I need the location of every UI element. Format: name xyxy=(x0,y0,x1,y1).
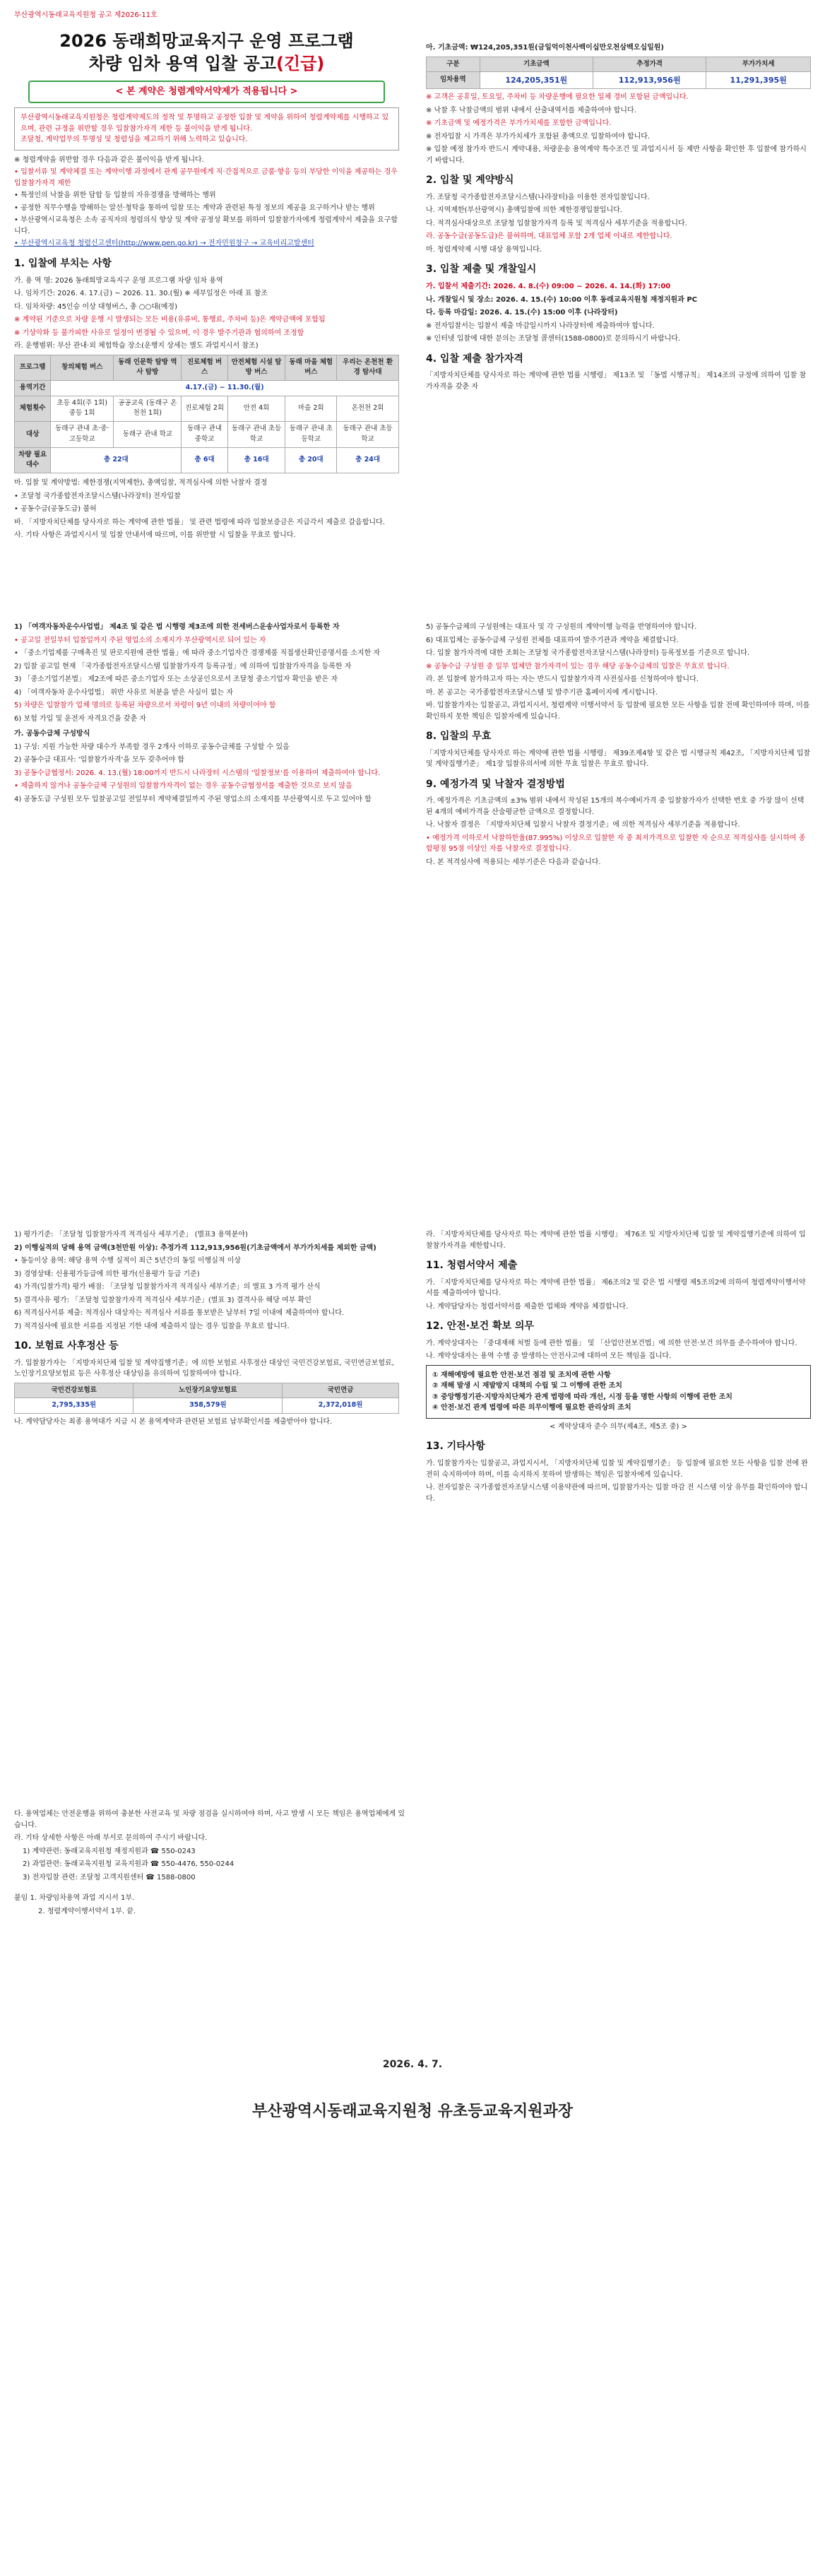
intro-text-1: 부산광역시동래교육지원청은 청렴계약제도의 정착 및 투명하고 공정한 입찰 및 계약을 위하여 청렴계약제를 시행하고 있으며, 관련 규정을 위반할 경우 입찰참가자격 제한 등 불이익을 받게 됩니다. xyxy=(20,114,389,133)
table-cell: 358,579원 xyxy=(133,1398,283,1414)
bullet-item: • 특정인의 낙찰을 위한 담합 등 입찰의 자유경쟁을 방해하는 행위 xyxy=(14,191,216,200)
evaluation-item: 4) 가격(입찰가격) 평가 배점: 「조달청 입찰참가자격 적격심사 세부기준」의 별표 3 가격 평가 산식 xyxy=(14,1283,321,1291)
bullet-link[interactable]: • 부산광역시교육청 청렴신고센터(http://www.pen.go.kr) → 전자민원창구 → 교육비리고발센터 xyxy=(14,240,314,248)
table-cell: 2,795,335원 xyxy=(15,1398,133,1414)
table-cell: 동래구 관내 초·중·고등학교 xyxy=(51,422,114,447)
price-note: ※ 기초금액 및 예정가격은 부가가치세를 포함한 금액입니다. xyxy=(426,119,612,128)
table-cell: 안전 4회 xyxy=(227,396,285,421)
table-header: 동래 마을 체험 버스 xyxy=(285,355,337,380)
table-cell: 총 16대 xyxy=(227,447,285,473)
price-note: ※ 전자입찰 시 가격은 부가가치세가 포함된 총액으로 입찰하여야 합니다. xyxy=(426,132,651,141)
sec1-method-item: 바. 「지방자치단체를 당사자로 하는 계약에 관한 법률」 및 관련 법령에 따라 입찰보증금은 지급각서 제출로 갈음합니다. xyxy=(14,518,385,526)
sec2-item: 다. 적격심사대상으로 조달청 입찰참가자격 등록 및 적격심사 세부기준을 적용합니다. xyxy=(426,219,687,228)
attachment-2: 2. 청렴계약이행서약서 1부. 끝. xyxy=(38,1907,136,1915)
lower-right-column xyxy=(426,1229,811,1506)
sec1-item: 나. 임차기간: 2026. 4. 17.(금) ~ 2026. 11. 30.(월) ※ 세부일정은 아래 표 참조 xyxy=(14,290,268,298)
middle-left-column xyxy=(14,622,399,807)
qualification-item: • 「중소기업제품 구매촉진 및 판로지원에 관한 법률」에 따라 중소기업자간 경쟁제품 직접생산확인증명서를 소지한 자 xyxy=(14,649,381,657)
sec3-item: 나. 개찰일시 및 장소: 2026. 4. 15.(수) 10:00 이후 동래교육지원청 재정지원과 PC xyxy=(426,295,698,304)
table-cell: 동래구 관내 초등학교 xyxy=(337,422,399,447)
sec2-item: 라. 공동수급(공동도급)은 불허하며, 대표업체 포함 2개 업체 이내로 제한합니다. xyxy=(426,232,672,241)
sec12-item: 가. 계약상대자는 「중대재해 처벌 등에 관한 법률」 및 「산업안전보건법」에 의한 안전·보건 의무를 준수하여야 합니다. xyxy=(426,1339,797,1347)
sec1-note: ※ 계약된 기준으로 차량 운행 시 발생되는 모든 비용(유류비, 통행료, 주차비 등)은 계약금액에 포함됨 xyxy=(14,316,326,324)
title-main: 차량 임차 용역 입찰 공고 xyxy=(88,53,276,73)
table-row xyxy=(15,1383,399,1398)
section-3-title: 3. 입찰 제출 및 개찰일시 xyxy=(426,264,537,276)
sec9-item: 나. 낙찰자 결정은 「지방자치단체 입찰시 낙찰자 결정기준」에 의한 적격심사 세부기준을 적용합니다. xyxy=(426,821,740,829)
joint-item: 4) 공동도급 구성원 모두 입찰공고일 전일부터 계약체결일까지 주된 영업소의 소재지를 부산광역시로 두고 있어야 함 xyxy=(14,795,372,803)
table-header: 추정가격 xyxy=(593,57,706,72)
table-cell: 초등 4회(주 1회) 중등 1회 xyxy=(51,396,114,421)
safety-caption: < 계약상대자 준수 의무(제4조, 제5조 중) > xyxy=(550,1422,687,1431)
table-cell: 동래구 관내 초등학교 xyxy=(285,422,337,447)
title-urgent: (긴급) xyxy=(275,53,325,73)
table-cell: 동래구 관내 중학교 xyxy=(182,422,227,447)
restriction-text: 라. 「지방자치단체를 당사자로 하는 계약에 관한 법률 시행령」 제76조 및 지방자치단체 입찰 및 계약집행기준에 의하여 입찰참가자격을 제한합니다. xyxy=(426,1231,806,1250)
sec2-item: 나. 지역제한(부산광역시) 총액입찰에 의한 제한경쟁입찰입니다. xyxy=(426,206,623,215)
bullet-item: • 공정한 직무수행을 방해하는 알선·청탁을 통하여 입찰 또는 계약과 관련된 특정 정보의 제공을 요구하거나 받는 행위 xyxy=(14,203,375,212)
table-row xyxy=(15,381,399,396)
qualification-item: 다. 입찰 참가자격에 대한 조회는 조달청 국가종합전자조달시스템(나라장터) 등록정보를 기준으로 합니다. xyxy=(426,649,750,657)
table-row xyxy=(15,1398,399,1414)
right-column-top xyxy=(426,42,811,394)
qualification-item: 6) 대표업체는 공동수급체 구성원 전체를 대표하여 발주기관과 계약을 체결합니다. xyxy=(426,636,679,644)
table-cell: 2,372,018원 xyxy=(283,1398,399,1414)
section-10-title: 10. 보험료 사후정산 등 xyxy=(14,1340,119,1352)
price-note: ※ 낙찰 후 낙찰금액의 범위 내에서 산출내역서를 제출하여야 합니다. xyxy=(426,106,636,114)
safety-item: ① 재해예방에 필요한 안전·보건 점검 및 조치에 관한 사항 xyxy=(432,1371,611,1379)
evaluation-item: 6) 적격심사서류 제출: 적격심사 대상자는 적격심사 서류를 통보받은 날부터 7일 이내에 제출하여야 합니다. xyxy=(14,1309,345,1317)
lower-left-column xyxy=(14,1229,399,1430)
sec1-method-item: 마. 입찰 및 계약방법: 제한경쟁(지역제한), 총액입찰, 적격심사에 의한 낙찰자 결정 xyxy=(14,479,268,488)
sec1-method-item: • 공동수급(공동도급) 불허 xyxy=(14,505,97,514)
sec9-item: 가. 예정가격은 기초금액의 ±3% 범위 내에서 작성된 15개의 복수예비가격 중 입찰참가자가 선택한 번호 중 가장 많이 선택된 4개의 예비가격을 산술평균한 금액으로 결정합니다. xyxy=(426,797,805,816)
table-row xyxy=(15,396,399,421)
announcement-number: 부산광역시동래교육지원청 공고 제2026-11호 xyxy=(14,11,158,19)
joint-item: 3) 공동수급협정서: 2026. 4. 13.(월) 18:00까지 반드시 나라장터 시스템의 '입찰정보'를 이용하여 제출하여야 합니다. xyxy=(14,769,381,777)
bullet-item: • 입찰서류 및 계약체결 또는 계약이행 과정에서 관계 공무원에게 직·간접적으로 금품·향응 등의 부당한 이익을 제공하는 경우 입찰참가자격 제한 xyxy=(14,168,398,187)
joint-item: 1) 구성: 지원 가능한 차량 대수가 부족할 경우 2개사 이하로 공동수급체를 구성할 수 있음 xyxy=(14,743,290,751)
table-cell: 동래구 관내 초등학교 xyxy=(227,422,285,447)
sec12-item: 나. 계약상대자는 용역 수행 중 발생하는 안전사고에 대하여 모든 책임을 집니다. xyxy=(426,1352,672,1361)
table-cell: 총 22대 xyxy=(51,447,182,473)
evaluation-item: 7) 적격심사에 필요한 서류를 지정된 기한 내에 제출하지 않는 경우 입찰을 무효로 합니다. xyxy=(14,1322,290,1330)
section-13-title: 13. 기타사항 xyxy=(426,1441,485,1453)
price-table xyxy=(426,57,811,90)
qualification-item: 바. 입찰참가자는 입찰공고, 과업지시서, 청렴계약 이행서약서 등 입찰에 필요한 모든 사항을 입찰 전에 확인하여야 하며, 이를 확인하지 못한 책임은 입찰자에게 있습니다. xyxy=(426,702,810,721)
safety-obligations-box xyxy=(426,1365,811,1419)
bullet-item: • 부산광역시교육청은 소속 공직자의 청렴의식 향상 및 계약 공정성 확보를 위하여 입찰참가자에게 청렴계약서 제출을 요구합니다. xyxy=(14,216,398,235)
integrity-bullets xyxy=(14,155,399,249)
row-label: 임차용역 xyxy=(427,72,480,89)
sec11-item: 나. 계약담당자는 청렴서약서를 제출한 업체와 계약을 체결합니다. xyxy=(426,1302,629,1311)
row-label: 용역기간 xyxy=(15,381,51,396)
table-header: 안전체험 시설 탐방 버스 xyxy=(227,355,285,380)
table-row xyxy=(15,422,399,447)
qualification-item: • 공고일 전일부터 입찰일까지 주된 영업소의 소재지가 부산광역시로 되어 있는 자 xyxy=(14,636,266,644)
price-cell: 11,291,395원 xyxy=(706,72,811,89)
joint-subsection-title: 가. 공동수급체 구성방식 xyxy=(14,730,90,738)
row-label: 차량 필요대수 xyxy=(15,447,51,473)
qualification-item: 5) 공동수급체의 구성원에는 대표사 및 각 구성원의 계약이행 능력을 반영하여야 합니다. xyxy=(426,623,697,631)
sec2-item: 가. 조달청 국가종합전자조달시스템(나라장터)을 이용한 전자입찰입니다. xyxy=(426,193,650,201)
evaluation-item: 5) 결격사유 평가: 「조달청 입찰참가자격 적격심사 세부기준」(별표 3) 결격사유 해당 여부 확인 xyxy=(14,1296,311,1304)
table-cell: 총 24대 xyxy=(337,447,399,473)
table-row xyxy=(427,72,811,89)
qualification-item: ※ 공동수급 구성원 중 일부 업체만 참가자격이 있는 경우 해당 공동수급체의 입찰은 무효로 합니다. xyxy=(426,662,730,670)
base-price-label: 아. 기초금액: ₩124,205,351원(금일억이천사백이십만오천삼백오십일원) xyxy=(426,44,664,52)
intro-text-2: 조달청, 계약업무의 투명성 및 청렴성을 제고하기 위해 노력하고 있습니다. xyxy=(20,136,248,144)
issue-date: 2026. 4. 7. xyxy=(382,2059,443,2070)
table-cell: 마을 2회 xyxy=(285,396,337,421)
table-row xyxy=(15,355,399,380)
contact-item: 라. 기타 상세한 사항은 아래 부서로 문의하여 주시기 바랍니다. xyxy=(14,1834,208,1842)
table-header: 노인장기요양보험료 xyxy=(133,1383,283,1398)
sec13-item: 가. 입찰참가자는 입찰공고, 과업지시서, 「지방자치단체 입찰 및 계약집행기준」 등 입찰에 필요한 모든 사항을 입찰 전에 완전히 숙지하여야 하며, 이를 숙지하지 못하여 발생하는 책임은 입찰자에게 있습니다. xyxy=(426,1460,808,1479)
section-11-title: 11. 청렴서약서 제출 xyxy=(426,1260,518,1271)
section-4-title: 4. 입찰 제출 참가자격 xyxy=(426,353,523,365)
table-cell: 동래구 관내 학교 xyxy=(114,422,182,447)
safety-item: ③ 중앙행정기관·지방자치단체가 관계 법령에 따라 개선, 시정 등을 명한 사항의 이행에 관한 조치 xyxy=(432,1393,732,1401)
safety-item: ④ 안전·보건 관계 법령에 따른 의무이행에 필요한 관리상의 조치 xyxy=(432,1404,631,1412)
sec1-item: 가. 용 역 명: 2026 동래희망교육지구 운영 프로그램 차량 임차 용역 xyxy=(14,276,223,285)
table-cell: 온천천 2회 xyxy=(337,396,399,421)
qualification-item: 5) 차량은 입찰참가 업체 명의로 등록된 차량으로서 차령이 9년 이내의 차량이어야 함 xyxy=(14,702,276,709)
table-cell: 총 20대 xyxy=(285,447,337,473)
left-column-top xyxy=(14,10,399,543)
section-12-title: 12. 안전·보건 확보 의무 xyxy=(426,1321,534,1333)
attachment-1: 붙임 1. 차량임차용역 과업 지시서 1부. xyxy=(14,1894,135,1902)
table-row xyxy=(15,447,399,473)
qualification-item: 6) 보험 가입 및 운전자 자격요건을 갖춘 자 xyxy=(14,714,147,723)
middle-right-column xyxy=(426,622,811,870)
section-9-title: 9. 예정가격 및 낙찰자 결정방법 xyxy=(426,778,565,790)
sec3-note: ※ 인터넷 입찰에 대한 문의는 조달청 콜센터(1588-0800)로 문의하시기 바랍니다. xyxy=(426,335,681,343)
table-cell: 공공교육 (동래구 온천천 1회) xyxy=(114,396,182,421)
table-header: 국민건강보험료 xyxy=(15,1383,133,1398)
row-label: 체험횟수 xyxy=(15,396,51,421)
bottom-section xyxy=(14,1809,410,1919)
evaluation-item: 1) 평가기준: 「조달청 입찰참가자격 적격심사 세부기준」 (별표3 용역분야) xyxy=(14,1231,248,1239)
qualification-item: 라. 본 입찰에 참가하고자 하는 자는 반드시 입찰참가자격 사전심사를 신청하여야 합니다. xyxy=(426,675,699,683)
section-2-title: 2. 입찰 및 계약방식 xyxy=(426,175,514,187)
bullet-item: ※ 청렴계약을 위반할 경우 다음과 같은 불이익을 받게 됩니다. xyxy=(14,155,204,164)
price-cell: 124,205,351원 xyxy=(480,72,593,89)
title-line-2 xyxy=(14,52,399,75)
contact-item: 다. 용역업체는 안전운행을 위하여 충분한 사전교육 및 차량 점검을 실시하여야 하며, 사고 발생 시 모든 책임은 용역업체에게 있습니다. xyxy=(14,1810,405,1829)
price-note: ※ 고객은 공휴일, 토요일, 주차비 등 차량운행에 필요한 일체 경비 포함된 금액입니다. xyxy=(426,93,689,102)
table-header: 우리는 온천천 환경 탐사대 xyxy=(337,355,399,380)
evaluation-item: • 동등이상 용역: 해당 용역 수행 실적이 최근 5년간의 동일 이행실적 이상 xyxy=(14,1257,242,1265)
sec9-item: • 예정가격 이하로서 낙찰하한율(87.995%) 이상으로 입찰한 자 중 최저가격으로 입찰한 자 순으로 적격심사를 실시하여 종합평점 95점 이상인 자를 낙찰자로 결정합니다. xyxy=(426,834,806,853)
issuing-organization: 부산광역시동래교육지원청 유초등교육지원과장 xyxy=(252,2103,573,2120)
price-cell: 112,913,956원 xyxy=(593,72,706,89)
table-cell: 진로체험 2회 xyxy=(182,396,227,421)
joint-item: 2) 공동수급 대표사: '입찰참가자격'을 모두 갖추어야 함 xyxy=(14,756,185,764)
qualification-item: 2) 입찰 공고일 현재 「국가종합전자조달시스템 입찰참가자격 등록규정」에 의하여 입찰참가자격을 등록한 자 xyxy=(14,662,352,670)
table-header: 기초금액 xyxy=(480,57,593,72)
sec3-note: ※ 전자입찰서는 입찰서 제출 마감일시까지 나라장터에 제출하여야 합니다. xyxy=(426,321,655,330)
qualification-item: 1) 「여객자동차운수사업법」 제4조 및 같은 법 시행령 제3조에 의한 전세버스운송사업자로서 등록한 자 xyxy=(14,623,340,631)
sec1-note: ※ 기상악화 등 불가피한 사유로 일정이 변경될 수 있으며, 이 경우 발주기관과 협의하여 조정함 xyxy=(14,329,304,337)
integrity-notice: < 본 계약은 청렴계약서약제가 적용됩니다 > xyxy=(28,81,385,103)
evaluation-item: 3) 경영상태: 신용평가등급에 의한 평가(신용평가 등급 기준) xyxy=(14,1270,200,1278)
sec1-method-item: 사. 기타 사항은 과업지시서 및 입찰 안내서에 따르며, 이를 위반할 시 입찰을 무효로 합니다. xyxy=(14,531,296,540)
sec9-item: 다. 본 적격심사에 적용되는 세부기준은 다음과 같습니다. xyxy=(426,858,601,866)
document-title xyxy=(14,30,399,76)
table-header: 국민연금 xyxy=(283,1383,399,1398)
qualification-item: 3) 「중소기업기본법」 제2조에 따른 중소기업자 또는 소상공인으로서 조달청 중소기업자 확인을 받은 자 xyxy=(14,675,338,683)
contact-item: 3) 전자입찰 관련: 조달청 고객지원센터 ☎ 1588-0800 xyxy=(23,1873,196,1881)
safety-item: ② 재해 발생 시 재발방지 대책의 수립 및 그 이행에 관한 조치 xyxy=(432,1382,622,1390)
insurance-table xyxy=(14,1383,399,1414)
joint-item: • 제출하지 않거나 공동수급체 구성원의 입찰참가자격이 없는 경우 공동수급협정서를 제출한 것으로 보지 않음 xyxy=(14,782,352,790)
contact-item: 1) 계약관련: 동래교육지원청 재정지원과 ☎ 550-0243 xyxy=(23,1847,196,1855)
intro-box xyxy=(14,107,399,150)
sec1-item: 라. 운행범위: 부산 관내·외 체험학습 장소(운행지 상세는 별도 과업지시서 참조) xyxy=(14,342,259,350)
title-line-1: 2026 동래희망교육지구 운영 프로그램 xyxy=(59,30,354,51)
sec1-method-item: • 조달청 국가종합전자조달시스템(나라장터) 전자입찰 xyxy=(14,492,181,500)
schedule-table xyxy=(14,355,399,473)
section-1-title: 1. 입찰에 부치는 사항 xyxy=(14,257,112,269)
sec10-text: 가. 입찰참가자는 「지방자치단체 입찰 및 계약집행기준」에 의한 보험료 사후정산 대상인 국민건강보험료, 국민연금보험료, 노인장기요양보험료 등은 사후정산 대상임을 유의하여 입찰하여야 합니다. xyxy=(14,1359,394,1378)
table-row xyxy=(427,57,811,72)
table-header: 부가가치세 xyxy=(706,57,811,72)
section-8-title: 8. 입찰의 무효 xyxy=(426,731,492,742)
qualification-item: 4) 「여객자동차 운수사업법」 위반 사유로 처분을 받은 사실이 없는 자 xyxy=(14,688,234,697)
sec11-item: 가. 「지방자치단체를 당사자로 하는 계약에 관한 법률」 제6조의2 및 같은 법 시행령 제5조의2에 의하여 청렴계약이행서약서를 제출하여야 합니다. xyxy=(426,1278,806,1298)
sec3-item: 다. 등록 마감일: 2026. 4. 15.(수) 15:00 이후 (나라장터) xyxy=(426,309,618,317)
period-cell: 4.17.(금) ~ 11.30.(월) xyxy=(51,381,399,396)
contact-item: 2) 과업관련: 동래교육지원청 교육지원과 ☎ 550-4476, 550-0244 xyxy=(23,1860,235,1868)
evaluation-item: 2) 이행실적의 당해 용역 금액(3천만원 이상): 추정가격 112,913,956원(기초금액에서 부가가치세를 제외한 금액) xyxy=(14,1243,376,1252)
sec10-after: 나. 계약담당자는 최종 용역대가 지급 시 본 용역계약과 관련된 보험료 납부확인서를 제출받아야 합니다. xyxy=(14,1418,333,1426)
table-header: 프로그램 xyxy=(15,355,51,380)
sec8-text: 「지방자치단체를 당사자로 하는 계약에 관한 법률 시행령」 제39조제4항 및 같은 법 시행규칙 제42조, 「지방자치단체 입찰 및 계약집행기준」 제1장 입찰유의서에 의한 무효 입찰은 무효로 합니다. xyxy=(426,749,811,769)
row-label: 대상 xyxy=(15,422,51,447)
table-header: 구분 xyxy=(427,57,480,72)
sec3-item: 가. 입찰서 제출기간: 2026. 4. 8.(수) 09:00 ~ 2026. 4. 14.(화) 17:00 xyxy=(426,283,671,291)
sec2-item: 마. 청렴계약제 시행 대상 용역입니다. xyxy=(426,245,542,254)
qualification-item: 마. 본 공고는 국가종합전자조달시스템 및 발주기관 홈페이지에 게시합니다. xyxy=(426,688,658,697)
sec4-item: 「지방자치단체를 당사자로 하는 계약에 관한 법률 시행령」 제13조 및 「동법 시행규칙」 제14조의 규정에 의하여 입찰 참가자격을 갖춘 자 xyxy=(426,372,807,391)
sec1-item: 다. 임차차량: 45인승 이상 대형버스, 총 ○○대(예정) xyxy=(14,302,177,311)
sec1-method-list xyxy=(14,478,399,541)
sec13-item: 나. 전자입찰은 국가종합전자조달시스템 이용약관에 따르며, 입찰참가자는 입찰 마감 전 시스템 이상 유무를 확인하여야 합니다. xyxy=(426,1484,808,1503)
table-cell: 총 6대 xyxy=(182,447,227,473)
table-header: 동래 인문학 탐방 역사 탐방 xyxy=(114,355,182,380)
price-note: ※ 입찰 예정 참가자 반드시 계약내용, 차량운송 용역계약 특수조건 및 과업지시서 등 제반 사항을 확인한 후 입찰에 참가하시기 바랍니다. xyxy=(426,146,807,165)
table-header: 진로체험 버스 xyxy=(182,355,227,380)
table-header: 창의체험 버스 xyxy=(51,355,114,380)
